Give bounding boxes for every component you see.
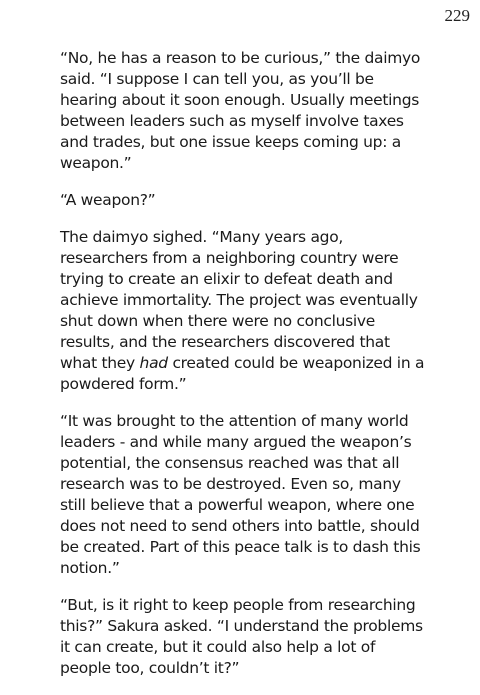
paragraph-text: The daimyo sighed. “Many years ago, researchers from a neighboring country were trying to create an elixir to defeat death and achieve immortality. The project was eventually shut down when there were no conclusive results, and the researchers discovered that what they (60, 228, 418, 372)
paragraph: “No, he has a reason to be curious,” the daimyo said. “I suppose I can tell you, as you’ll be hearing about it soon enough. Usually meetings between leaders such as myself involve taxes and trades, but one issue keeps coming up: a weapon.” (60, 49, 421, 172)
paragraph: “But, is it right to keep people from researching this?” Sakura asked. “I understand the problems it can create, but it could also help a lot of people too, couldn’t it?” (60, 596, 423, 677)
paragraph: “A weapon?” (60, 191, 156, 209)
paragraph-text: created could be weaponized in a powdered form.” (60, 354, 425, 393)
paragraph (60, 227, 430, 395)
emphasized-word: had (139, 354, 168, 372)
page-text (60, 48, 430, 695)
page-number: 229 (444, 6, 470, 25)
paragraph: “It was brought to the attention of many world leaders - and while many argued the weapon’s potential, the consensus reached was that all research was to be destroyed. Even so, many still believe that a powerful weapon, where one does not need to send others into battle, should be created. Part of this peace talk is to dash this notion.” (60, 412, 421, 577)
